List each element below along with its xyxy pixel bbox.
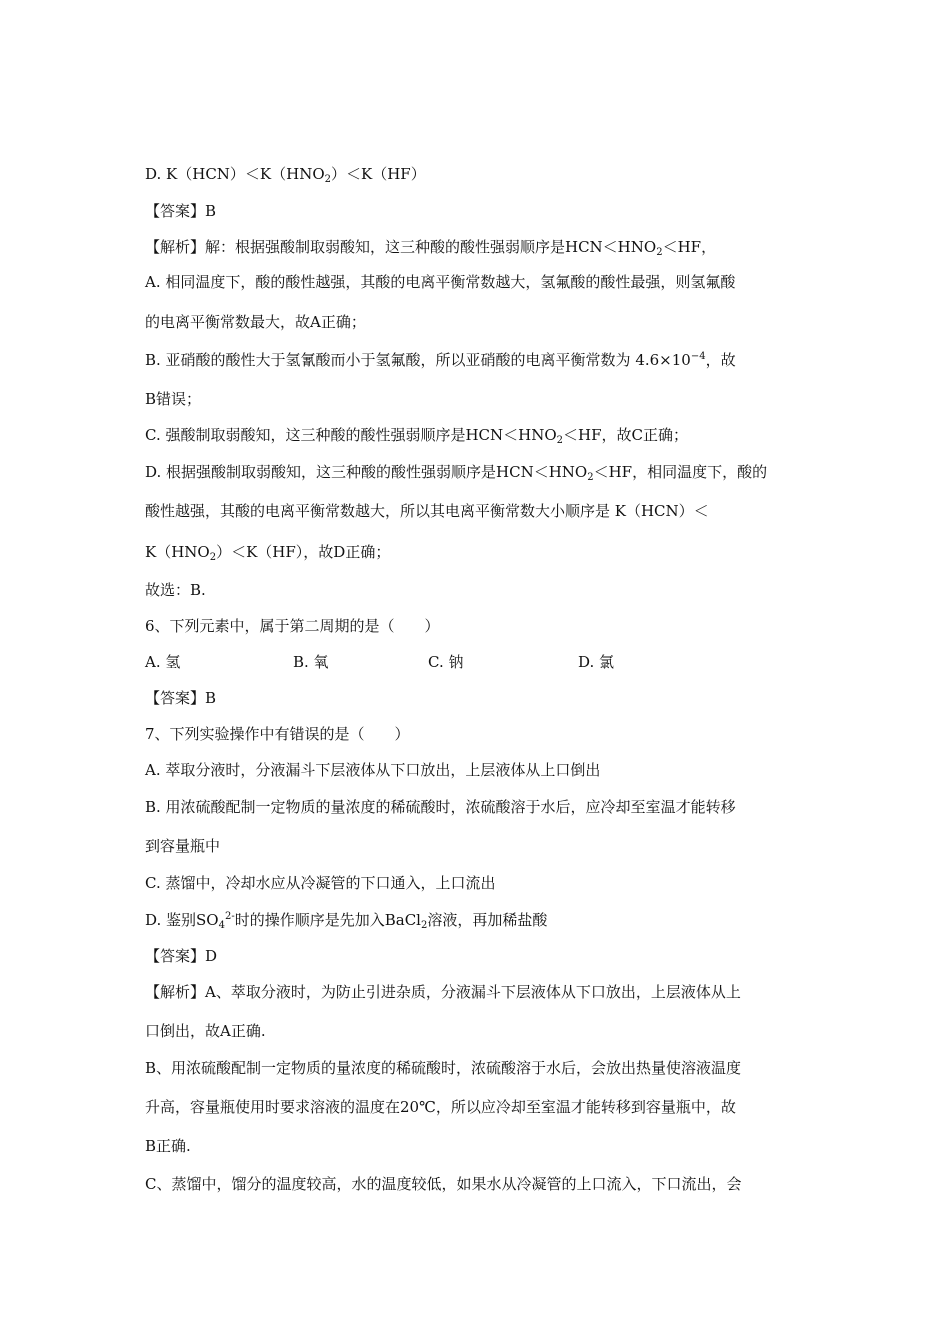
analysis-b-line: B. 亚硝酸的酸性大于氢氰酸而小于氢氟酸，所以亚硝酸的电离平衡常数为 $4.6\times 10^{-4}$，故 (145, 351, 736, 369)
option-c: C. 钠 (428, 653, 464, 671)
question-7-option-b: B. 用浓硫酸配制一定物质的量浓度的稀硫酸时，浓硫酸溶于水后，应冷却至室温才能转移 (145, 798, 736, 816)
option-d-line: D. $K(HCN)<K(HNO_2)<K(HF)$ (145, 165, 426, 185)
analysis-d-cont2-line: $K(HNO_2)<K(HF)$，故D正确； (145, 543, 391, 563)
analysis-7-b-cont2-line: B正确. (145, 1137, 191, 1155)
analysis-b-cont-line: B错误； (145, 390, 202, 408)
option-d: D. 氯 (578, 653, 615, 671)
question-6: 6、下列元素中，属于第二周期的是（ ） (145, 617, 440, 635)
analysis-a-cont-line: 的电离平衡常数最大，故A正确； (145, 313, 366, 331)
answer-6-line: 【答案】B (145, 689, 217, 707)
analysis-7-c-line: C、蒸馏中，馏分的温度较高，水的温度较低，如果水从冷凝管的上口流入，下口流出，会 (145, 1175, 742, 1193)
analysis-d-cont-line: 酸性越强，其酸的电离平衡常数越大，所以其电离平衡常数大小顺序是 K（HCN）＜ (145, 502, 709, 520)
question-7-option-c: C. 蒸馏中，冷却水应从冷凝管的下口通入，上口流出 (145, 874, 496, 892)
analysis-c-line: C. 强酸制取弱酸知，这三种酸的酸性强弱顺序是$HCN<HNO_2<HF$，故C正确； (145, 426, 689, 446)
question-7-option-d: D. 鉴别$SO_4^{2-}$时的操作顺序是先加入BaCl$_2$溶液，再加稀盐酸 (145, 911, 548, 931)
option-b: B. 氧 (293, 653, 329, 671)
option-a: A. 氢 (145, 653, 181, 671)
analysis-7-a-cont-line: 口倒出，故A正确. (145, 1022, 266, 1040)
question-7-option-a: A. 萃取分液时，分液漏斗下层液体从下口放出，上层液体从上口倒出 (145, 761, 601, 779)
question-6-options (145, 652, 815, 672)
analysis-line: 【解析】解：根据强酸制取弱酸知，这三种酸的酸性强弱顺序是$HCN<HNO_2<HF$， (145, 238, 717, 258)
analysis-7-b-cont-line: 升高，容量瓶使用时要求溶液的温度在20℃，所以应冷却至室温才能转移到容量瓶中，故 (145, 1098, 736, 1116)
analysis-7-b-line: B、用浓硫酸配制一定物质的量浓度的稀硫酸时，浓硫酸溶于水后，会放出热量使溶液温度 (145, 1059, 742, 1077)
choice-line: 故选：B. (145, 581, 206, 599)
question-7-option-b-cont: 到容量瓶中 (145, 837, 221, 855)
answer-line: 【答案】B (145, 202, 217, 220)
question-7: 7、下列实验操作中有错误的是（ ） (145, 725, 410, 743)
analysis-d-line: D. 根据强酸制取弱酸知，这三种酸的酸性强弱顺序是$HCN<HNO_2<HF$，相同温度下，酸的 (145, 463, 768, 483)
analysis-a-line: A. 相同温度下，酸的酸性越强，其酸的电离平衡常数越大，氢氟酸的酸性最强，则氢氟酸 (145, 273, 736, 291)
analysis-7-a-line: 【解析】A、萃取分液时，为防止引进杂质，分液漏斗下层液体从下口放出，上层液体从上 (145, 983, 741, 1001)
answer-7-line: 【答案】D (145, 947, 218, 965)
